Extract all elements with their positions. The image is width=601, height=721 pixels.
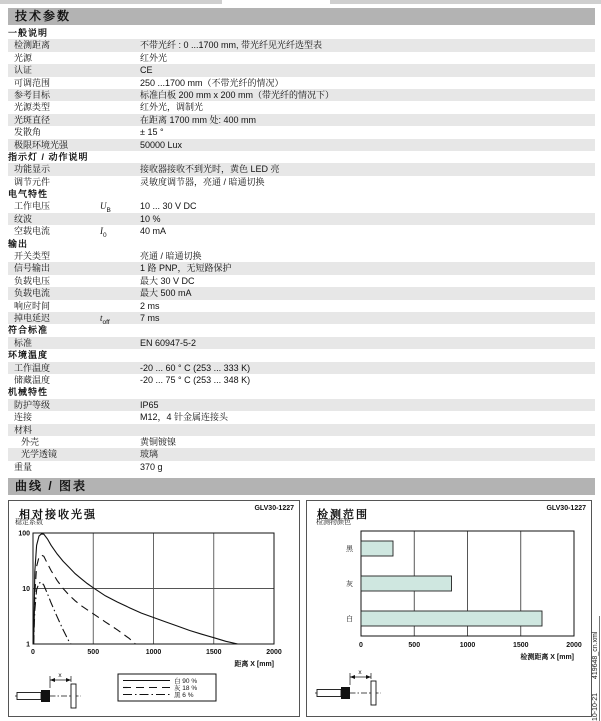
row-value: 250 ...1700 mm（不带光纤的情况） <box>140 77 284 88</box>
row-value: 最大 30 V DC <box>140 275 195 286</box>
row-symbol <box>100 39 140 51</box>
x-tick-label: 500 <box>408 642 421 649</box>
row-value: 2 ms <box>140 300 160 311</box>
table-row <box>8 250 595 262</box>
side-note-filename: 419648_cn.xml <box>592 631 599 680</box>
table-row <box>8 89 595 101</box>
row-value <box>140 424 595 436</box>
table-row <box>8 225 595 240</box>
row-symbol <box>100 300 140 312</box>
dim-label: x <box>358 669 362 676</box>
row-value: 红外光 <box>140 52 168 63</box>
section-bar-technical-parameters: 技术参数 <box>8 8 595 25</box>
table-row <box>8 399 595 411</box>
legend-label-2: 黑 6 % <box>174 692 194 699</box>
row-label: 标准 <box>14 337 33 348</box>
bar-黑 <box>361 541 393 556</box>
row-symbol <box>100 424 140 436</box>
x-tick-label: 1000 <box>459 642 476 649</box>
row-label: 调节元件 <box>14 176 51 187</box>
target-plate <box>71 684 76 708</box>
row-label: 防护等级 <box>14 399 51 410</box>
row-symbol <box>100 89 140 101</box>
row-label: 响应时间 <box>14 300 51 311</box>
row-value: 40 mA <box>140 226 167 237</box>
table-row <box>8 39 595 51</box>
legend-label-1: 灰 18 % <box>174 685 198 692</box>
category-label-2: 白 <box>346 616 353 623</box>
row-label: 极限环境光强 <box>14 139 69 150</box>
row-value: 50000 Lux <box>140 139 183 150</box>
curve-1 <box>34 555 136 644</box>
table-row <box>8 101 595 113</box>
row-value: 7 ms <box>140 312 160 323</box>
dim-label: x <box>58 672 62 679</box>
side-note-date: 10-10-21 <box>592 692 599 721</box>
row-symbol <box>100 126 140 138</box>
y-tick-label: 1 <box>26 641 30 649</box>
x-axis-label: 距离 X [mm] <box>234 661 274 668</box>
row-symbol: $t_{off}$ <box>100 312 110 326</box>
y-tick-label: 100 <box>18 530 30 538</box>
table-section-header: 指示灯 / 动作说明 <box>8 151 89 162</box>
sensor-barrel <box>17 693 41 700</box>
table-row <box>8 436 595 448</box>
table-section-header: 机械特性 <box>8 387 49 398</box>
row-value: 玻璃 <box>140 449 159 460</box>
x-tick-label: 0 <box>359 642 363 649</box>
bar-灰 <box>361 576 452 591</box>
table-row <box>8 200 595 215</box>
sensor-head <box>41 690 50 702</box>
row-label: 开关类型 <box>14 251 51 262</box>
table-row <box>8 287 595 299</box>
table-row <box>8 64 595 76</box>
row-label: 负载电流 <box>14 288 51 299</box>
row-symbol <box>100 399 140 411</box>
table-section-header: 一般说明 <box>8 28 49 38</box>
row-value: M12，4 针金属连接头 <box>140 412 229 423</box>
table-section-header: 符合标准 <box>8 325 49 336</box>
dim-arrow <box>50 678 55 682</box>
table-row <box>8 461 595 473</box>
row-value: IP65 <box>140 399 159 410</box>
row-label: 光源类型 <box>14 102 51 113</box>
table-row <box>8 300 595 312</box>
device-model-label: GLV30-1227 <box>546 505 586 512</box>
row-label: 外壳 <box>21 436 40 447</box>
row-label: 负载电压 <box>14 275 51 286</box>
bar-chart <box>307 501 591 716</box>
row-label: 纹波 <box>14 213 33 224</box>
row-symbol <box>100 411 140 423</box>
table-section-header: 输出 <box>8 238 29 249</box>
parameter-table <box>8 27 595 473</box>
table-section-header: 电气特性 <box>8 189 49 200</box>
row-value: 灵敏度调节器，亮通 / 暗通切换 <box>140 176 265 187</box>
page-edge-line <box>599 616 600 721</box>
target-plate <box>371 681 376 705</box>
row-label: 空载电流 <box>14 226 51 237</box>
line-chart <box>9 501 299 716</box>
row-label: 光斑直径 <box>14 114 51 125</box>
table-row <box>8 114 595 126</box>
row-symbol <box>100 250 140 262</box>
row-value: EN 60947-5-2 <box>140 337 197 348</box>
table-row <box>8 213 595 225</box>
x-tick-label: 0 <box>31 649 35 656</box>
row-value: 不带光纤 : 0 ...1700 mm, 带光纤见光纤选型表 <box>140 40 323 51</box>
row-symbol: $I_0$ <box>100 226 107 240</box>
row-value: CE <box>140 65 153 76</box>
row-symbol <box>100 213 140 225</box>
row-symbol <box>100 139 140 151</box>
sensor-barrel <box>317 690 341 697</box>
table-row <box>8 411 595 423</box>
section-bar-curves-charts: 曲线 / 图表 <box>8 478 595 495</box>
row-value: -20 ... 60 ° C (253 ... 333 K) <box>140 362 251 373</box>
table-row <box>8 374 595 386</box>
chart-title: 相对接收光强 <box>19 509 97 521</box>
sensor-target-icon <box>15 672 81 708</box>
row-label: 工作温度 <box>14 362 51 373</box>
y-tick-label: 10 <box>22 586 30 593</box>
row-value: ± 15 ° <box>140 127 164 138</box>
row-symbol <box>100 163 140 175</box>
table-row <box>8 337 595 349</box>
row-symbol <box>100 176 140 188</box>
y-axis-label: 检测物颜色 <box>316 519 351 526</box>
table-row <box>8 139 595 151</box>
table-row <box>8 275 595 287</box>
x-tick-label: 2000 <box>266 649 282 656</box>
panel-detection-range <box>306 500 592 717</box>
x-tick-label: 1500 <box>205 649 222 656</box>
sensor-target-icon <box>315 669 381 705</box>
category-label-0: 黑 <box>346 546 353 553</box>
row-symbol <box>100 64 140 76</box>
rotated-side-note <box>592 613 599 721</box>
row-value: -20 ... 75 ° C (253 ... 348 K) <box>140 374 251 385</box>
row-label: 发散角 <box>14 127 42 138</box>
row-symbol <box>100 275 140 287</box>
dim-arrow <box>66 678 71 682</box>
y-axis-label: 稳定系数 <box>15 519 43 526</box>
sensor-head <box>341 687 350 699</box>
top-edge-strip-left <box>0 0 222 4</box>
row-label: 参考目标 <box>14 89 51 100</box>
row-label: 连接 <box>14 412 33 423</box>
dim-arrow <box>366 675 371 679</box>
table-row <box>8 262 595 274</box>
device-model-label: GLV30-1227 <box>254 505 294 512</box>
row-label: 材料 <box>14 424 33 435</box>
x-axis-label: 检测距离 X [mm] <box>520 654 574 661</box>
row-value: 亮通 / 暗通切换 <box>140 251 202 262</box>
x-tick-label: 500 <box>87 649 100 656</box>
table-row <box>8 448 595 460</box>
row-label: 认证 <box>14 65 33 76</box>
top-edge-strip-right <box>330 0 601 4</box>
legend <box>118 674 216 701</box>
x-tick-label: 2000 <box>566 642 582 649</box>
row-symbol <box>100 436 140 448</box>
category-label-1: 灰 <box>346 581 353 588</box>
x-tick-label: 1000 <box>145 649 162 656</box>
row-symbol <box>100 362 140 374</box>
table-row <box>8 77 595 89</box>
row-value: 标准白板 200 mm x 200 mm（带光纤的情况下） <box>140 89 335 100</box>
table-row <box>8 424 595 436</box>
table-row <box>8 362 595 374</box>
row-value: 10 ... 30 V DC <box>140 201 197 212</box>
row-symbol <box>100 337 140 349</box>
row-value: 接收器接收不到光时，黄色 LED 亮 <box>140 164 280 175</box>
table-row <box>8 312 595 324</box>
row-value: 黄铜镀镍 <box>140 436 177 447</box>
legend-label-0: 白 90 % <box>174 678 198 685</box>
row-value: 10 % <box>140 213 161 224</box>
row-label: 可调范围 <box>14 77 51 88</box>
row-label: 功能显示 <box>14 164 51 175</box>
x-tick-label: 1500 <box>512 642 529 649</box>
row-label: 检测距离 <box>14 40 51 51</box>
row-symbol <box>100 114 140 126</box>
row-label: 掉电延迟 <box>14 312 51 323</box>
row-symbol <box>100 101 140 113</box>
dim-arrow <box>350 675 355 679</box>
table-row <box>8 163 595 175</box>
row-symbol <box>100 374 140 386</box>
row-label: 信号输出 <box>14 263 51 274</box>
table-section-header: 环境温度 <box>8 350 49 361</box>
row-symbol: $U_B$ <box>100 201 111 215</box>
row-symbol <box>100 287 140 299</box>
row-symbol <box>100 448 140 460</box>
row-symbol <box>100 52 140 64</box>
table-row <box>8 176 595 188</box>
panel-relative-light-intensity <box>8 500 300 717</box>
row-value: 最大 500 mA <box>140 288 192 299</box>
row-label: 工作电压 <box>14 201 51 212</box>
row-value: 在距离 1700 mm 处: 400 mm <box>140 114 257 125</box>
chart-title: 检测范围 <box>317 509 369 521</box>
row-symbol <box>100 461 140 473</box>
row-label: 光学透镜 <box>21 449 58 460</box>
row-symbol <box>100 77 140 89</box>
table-row <box>8 126 595 138</box>
table-row <box>8 52 595 64</box>
row-symbol <box>100 262 140 274</box>
row-label: 重量 <box>14 461 33 472</box>
row-value: 370 g <box>140 461 163 472</box>
bar-白 <box>361 611 542 626</box>
row-value: 红外光，调制光 <box>140 102 204 113</box>
row-value: 1 路 PNP，无短路保护 <box>140 263 232 274</box>
row-label: 储藏温度 <box>14 374 51 385</box>
row-label: 光源 <box>14 52 33 63</box>
